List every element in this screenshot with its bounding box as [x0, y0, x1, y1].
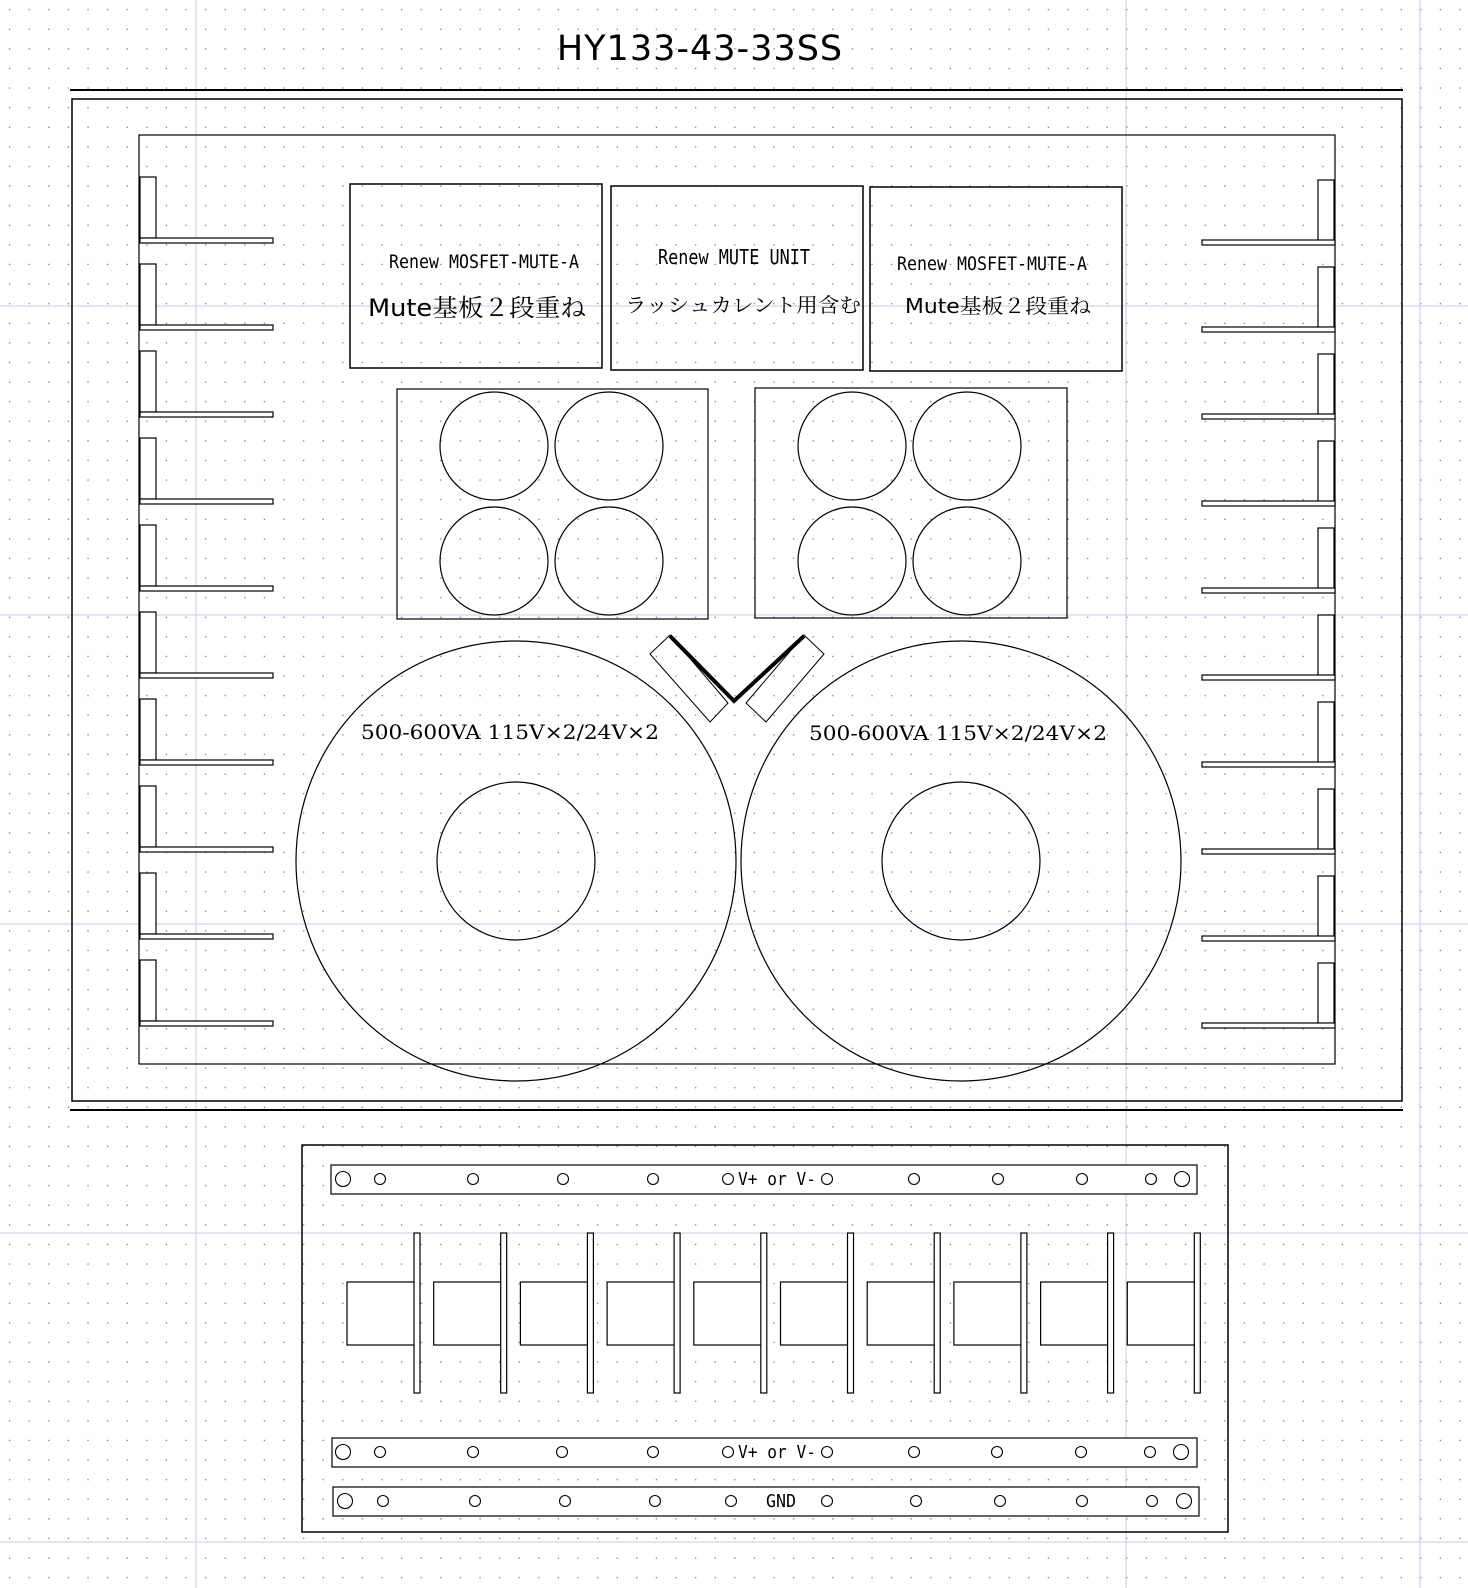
mute-board-left-name: Renew MOSFET-MUTE-A	[389, 251, 580, 273]
heatsink-fin	[1202, 327, 1335, 332]
transistor-tab	[1108, 1233, 1114, 1393]
heatsink-fin-upright	[140, 612, 156, 673]
transistor-body	[781, 1282, 849, 1345]
transistor-body	[434, 1282, 502, 1345]
heatsink-fin-upright	[140, 699, 156, 760]
heatsink-fin	[140, 673, 273, 678]
mute-unit-center-name: Renew MUTE UNIT	[658, 245, 810, 269]
heatsink-fin	[140, 238, 273, 243]
bus-bar-gnd-label: GND	[766, 1491, 796, 1512]
mute-board-left-note: Mute基板２段重ね	[368, 294, 586, 322]
heatsink-fin	[140, 586, 273, 591]
heatsink-fin-upright	[140, 177, 156, 238]
transistor-tab	[501, 1233, 507, 1393]
heatsink-fin-upright	[140, 438, 156, 499]
transistor-body	[694, 1282, 762, 1345]
transistor-tab	[414, 1233, 420, 1393]
heatsink-fin	[140, 847, 273, 852]
transistor-tab	[674, 1233, 680, 1393]
heatsink-fin	[1202, 414, 1335, 419]
heatsink-fin-upright	[1318, 876, 1334, 937]
heatsink-fin	[1202, 936, 1335, 941]
heatsink-fin-upright	[1318, 441, 1334, 502]
heatsink-fin-upright	[1318, 528, 1334, 589]
bus-bar-middle	[332, 1438, 1197, 1467]
transistor-tab	[1194, 1233, 1200, 1393]
transformer-left-label: 500-600VA 115V×2/24V×2	[361, 720, 659, 744]
heatsink-fin	[1202, 675, 1335, 680]
heatsink-fin-upright	[140, 960, 156, 1021]
heatsink-fin	[1202, 588, 1335, 593]
transistor-tab	[848, 1233, 854, 1393]
heatsink-fin	[140, 499, 273, 504]
heatsink-fin	[140, 412, 273, 417]
heatsink-fin-upright	[1318, 789, 1334, 850]
mute-board-right-note: Mute基板２段重ね	[905, 294, 1091, 318]
transformer-right-label: 500-600VA 115V×2/24V×2	[809, 721, 1107, 745]
heatsink-fin-upright	[1318, 267, 1334, 328]
mute-unit-center-note: ラッシュカレント用含む	[625, 293, 861, 317]
transistor-body	[1127, 1282, 1195, 1345]
heatsink-fin	[1202, 762, 1335, 767]
heatsink-fin-upright	[1318, 615, 1334, 676]
heatsink-fin	[140, 934, 273, 939]
heatsink-fin-upright	[1318, 963, 1334, 1024]
heatsink-fin	[1202, 240, 1335, 245]
bus-bar-middle-label: V+ or V-	[738, 1442, 816, 1463]
heatsink-fin-upright	[140, 525, 156, 586]
transistor-tab	[761, 1233, 767, 1393]
heatsink-fin-upright	[1318, 354, 1334, 415]
transistor-body	[954, 1282, 1022, 1345]
heatsink-fin	[1202, 1023, 1335, 1028]
transistor-body	[1041, 1282, 1109, 1345]
heatsink-fin	[1202, 849, 1335, 854]
heatsink-fin-upright	[1318, 180, 1334, 241]
heatsink-fin-upright	[1318, 702, 1334, 763]
bus-bar-top	[331, 1165, 1197, 1194]
diagram-title: HY133-43-33SS	[556, 29, 844, 69]
heatsink-fin	[140, 760, 273, 765]
heatsink-fin-upright	[140, 786, 156, 847]
transistor-body	[607, 1282, 675, 1345]
heatsink-fin-upright	[140, 264, 156, 325]
bus-bar-gnd	[333, 1487, 1199, 1516]
heatsink-fin	[1202, 501, 1335, 506]
heatsink-fin-upright	[140, 873, 156, 934]
transistor-tab	[1021, 1233, 1027, 1393]
heatsink-fin	[140, 325, 273, 330]
bus-bar-top-label: V+ or V-	[738, 1169, 816, 1190]
transistor-tab	[934, 1233, 940, 1393]
transistor-tab	[587, 1233, 593, 1393]
heatsink-fin	[140, 1021, 273, 1026]
transistor-body	[867, 1282, 935, 1345]
transistor-body	[347, 1282, 415, 1345]
mute-board-right-name: Renew MOSFET-MUTE-A	[897, 253, 1088, 275]
heatsink-fin-upright	[140, 351, 156, 412]
transistor-body	[520, 1282, 588, 1345]
